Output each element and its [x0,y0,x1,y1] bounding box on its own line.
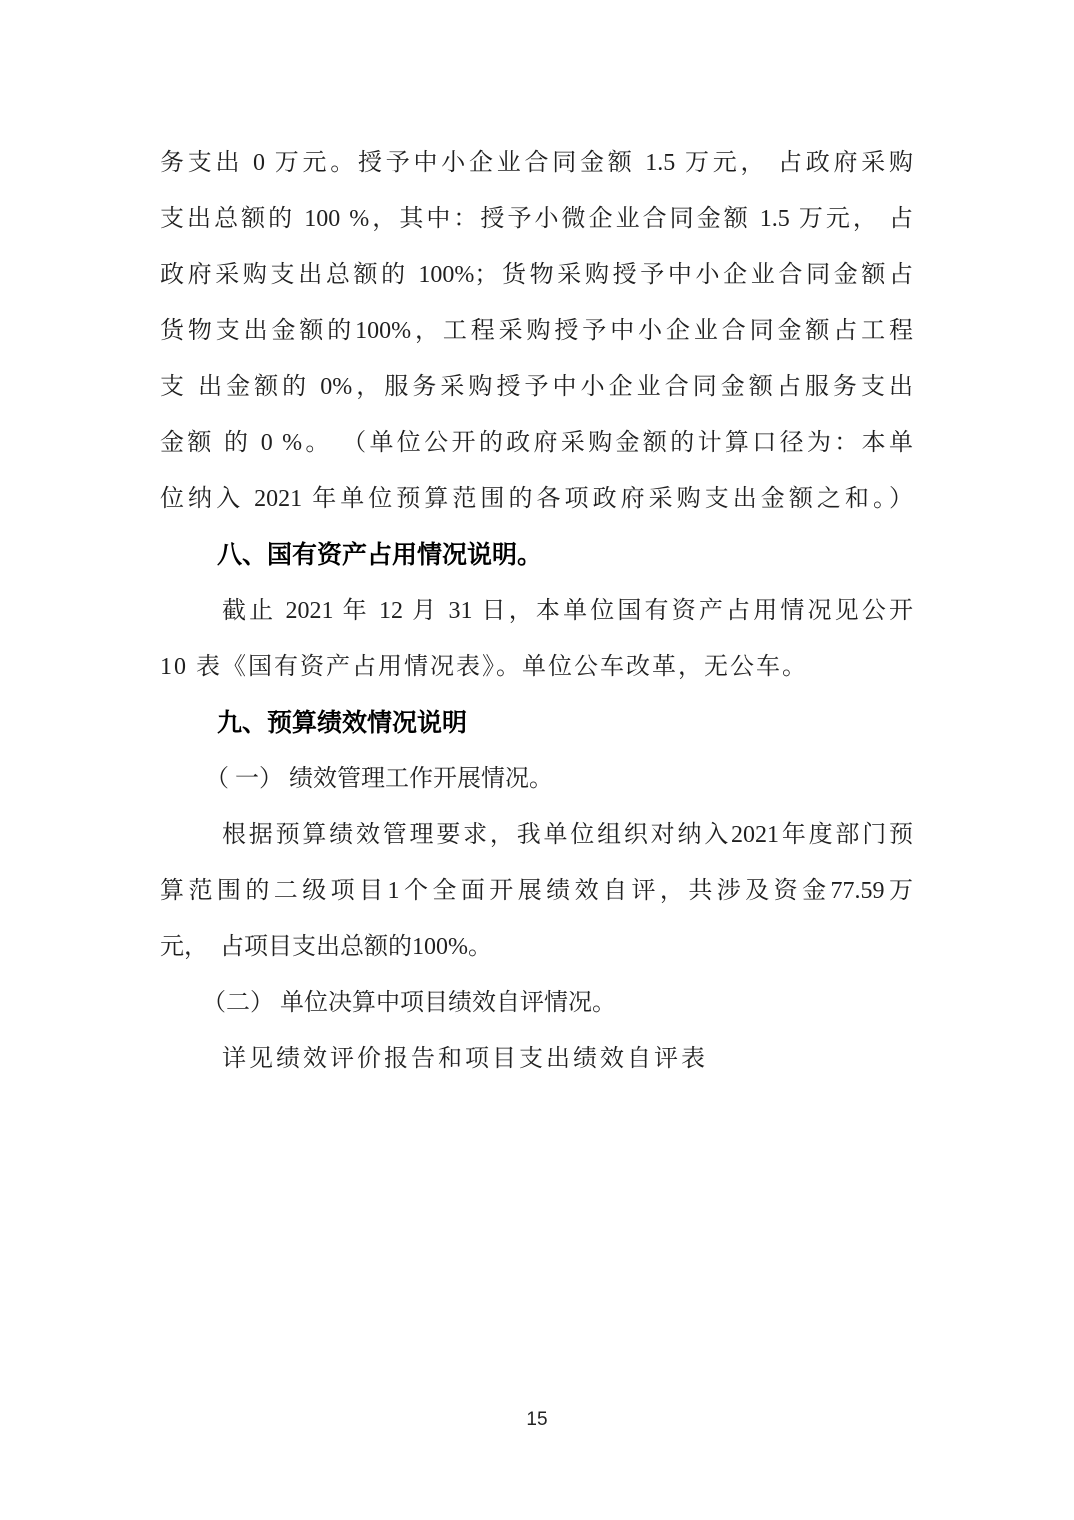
body-line: 截止 2021 年 12 月 31 日，本单位国有资产占用情况见公开 [222,598,913,624]
body-line: 根据预算绩效管理要求，我单位组织对纳入2021年度部门预 [222,822,913,848]
body-line: 位纳入 2021 年单位预算范围的各项政府采购支出金额之和。） [160,486,913,512]
body-line: 详见绩效评价报告和项目支出绩效自评表 [222,1046,708,1072]
body-line: 金额 的 0 %。 （单位公开的政府采购金额的计算口径为：本单 [160,430,913,456]
body-line: 算范围的二级项目1个全面开展绩效自评，共涉及资金77.59万 [160,878,913,904]
body-line: 政府采购支出总额的 100%；货物采购授予中小企业合同金额占 [160,262,913,288]
body-line: 10 表《国有资产占用情况表》。单位公车改革，无公车。 [160,654,808,680]
subsection-line-one: （ 一） 绩效管理工作开展情况。 [205,766,553,792]
body-line: 务支出 0 万元。授予中小企业合同金额 1.5 万元， 占政府采购 [160,150,913,176]
body-line: 元， 占项目支出总额的100%。 [160,934,492,960]
section-heading-budget-performance: 九、预算绩效情况说明 [217,709,468,737]
document-content [160,135,913,1087]
subsection-line-two: （二） 单位决算中项目绩效自评情况。 [202,990,616,1016]
body-line: 支 出金额的 0%，服务采购授予中小企业合同金额占服务支出 [160,374,913,400]
body-line: 货物支出金额的100%，工程采购授予中小企业合同金额占工程 [160,318,913,344]
body-line: 支出总额的 100 %，其中：授予小微企业合同金额 1.5 万元， 占 [160,206,913,232]
page-number: 15 [526,1409,548,1430]
section-heading-state-assets: 八、国有资产占用情况说明。 [217,541,543,569]
